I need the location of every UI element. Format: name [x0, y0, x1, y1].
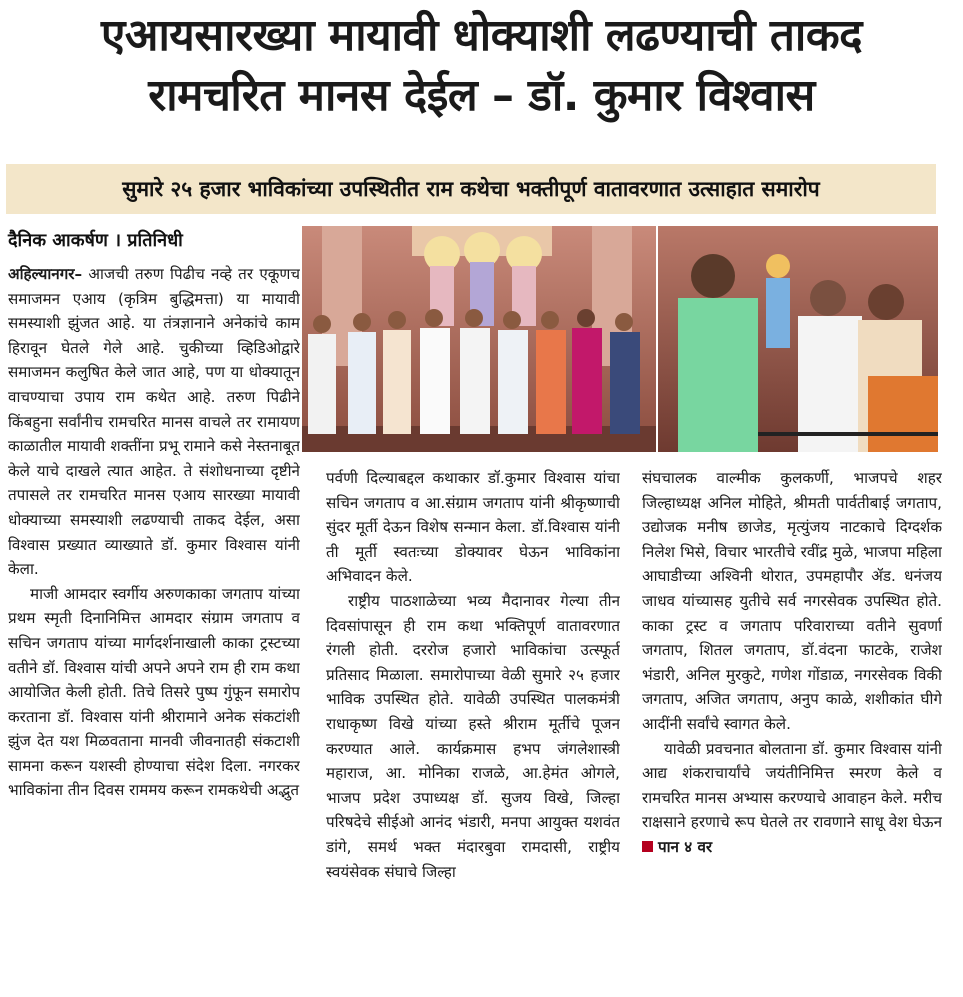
article-paragraph: माजी आमदार स्वर्गीय अरुणकाका जगताप यांच्या प्रथम स्मृती दिनानिमित्त आमदार संग्राम जगताप व सचिन जगताप यांच्या मार्गदर्शनाखाली काका ट्रस्टच्या वतीने डॉ. विश्वास यांची अपने अपने राम ही राम कथा आयोजित केली होती. तिचे तिसरे पुष्प गुंफून समारोप करताना डॉ. विश्वास यांनी श्रीरामाने अनेक संकटांशी झुंज देत यश मिळवताना मानवी जीवनातही संकटाशी सामना करून यशस्वी होण्याचा संदेश दिला. नगरकर भाविकांना तीन दिवस राममय करून रामकथेची अद्भुत — [8, 584, 300, 800]
group-photo-illustration — [302, 226, 656, 452]
dateline: दैनिक आकर्षण । प्रतिनिधी — [8, 230, 183, 251]
headline — [0, 6, 963, 126]
article-paragraph — [642, 737, 942, 860]
place-name: अहिल्यानगर– — [8, 265, 83, 283]
event-photo-felicitation — [658, 226, 938, 452]
paragraph-text: आजची तरुण पिढीच नव्हे तर एकूणच समाजमन एआय (कृत्रिम बुद्धिमत्ता) या मायावी समस्याशी झुंजत आहे. या तंत्रज्ञानाने अनेकांचे काम हिरावून घेतले गेले आहे. चुकीच्या व्हिडिओद्वारे समाजमन कलुषित केले जात आहे, पण या धोक्यातून वाचण्याचा उपाय राम कथेत आहे. तरुण पिढीने किंबहुना सर्वांनीच रामचरित मानस वाचले तर रामायण काळातील मायावी शक्तींना प्रभू रामाने कसे नेस्तनाबूत केले याचे दाखले त्यात आहेत. ते संशोधनाच्या दृष्टीने तपासले तर रामचरित मानस एआय सारख्या मायावी धोक्याच्या समस्याशी लढण्याची ताकद देईल, असा विश्वास प्रख्यात व्याख्याते डॉ. कुमार विश्वास यांनी केला. — [8, 265, 300, 579]
article-column-3 — [642, 466, 942, 988]
square-marker-icon — [642, 841, 653, 852]
article-paragraph: संघचालक वाल्मीक कुलकर्णी, भाजपचे शहर जिल्हाध्यक्ष अनिल मोहिते, श्रीमती पार्वतीबाई जगताप, उद्योजक मनीष छाजेड, मृत्युंजय नाटकाचे दिग्दर्शक निलेश भिसे, विचार भारतीचे रवींद्र मुळे, भाजपा महिला आघाडीच्या अश्विनी थोरात, उपमहापौर ॲड. धनंजय जाधव यांच्यासह युतीचे सर्व नगरसेवक उपस्थित होते. काका ट्रस्ट व जगताप परिवाराच्या वतीने सुवर्णा जगताप, शितल जगताप, डॉ.वंदना फाटके, राजेश भंडारी, अनिल मुरकुटे, गणेश गोंडाळ, नगरसेवक विकी जगताप, अजित जगताप, अनुप काळे, शशीकांत घीगे आदींनी सर्वांचे स्वागत केले. — [642, 469, 942, 733]
continued-on-page[interactable] — [642, 838, 712, 856]
paragraph-text: यावेळी प्रवचनात बोलताना डॉ. कुमार विश्वास यांनी आद्य शंकराचार्यांचे जयंतीनिमित्त स्मरण केले व रामचरित मानस अभ्यास करण्याचे आवाहन केले. मरीच राक्षसाने हरणाचे रूप घेतले तर रावणाने साधू वेश घेऊन — [642, 739, 942, 832]
headline-line-2: रामचरित मानस देईल – डॉ. कुमार विश्वास — [148, 70, 815, 121]
headline-line-1: एआयसारख्या मायावी धोक्याशी लढण्याची ताकद — [101, 10, 862, 61]
article-paragraph — [8, 262, 300, 582]
article-paragraph: राष्ट्रीय पाठशाळेच्या भव्य मैदानावर गेल्या तीन दिवसांपासून ही राम कथा भक्तिपूर्ण वातावरणात रंगली होती. दररोज हजारो भाविकांचा उत्स्फूर्त प्रतिसाद मिळाला. समारोपाच्या वेळी सुमारे २५ हजार भाविक उपस्थित होते. यावेळी उपस्थित पालकमंत्री राधाकृष्ण विखे यांच्या हस्ते श्रीराम मूर्तीचे पूजन करण्यात आले. कार्यक्रमास हभप जंगलेशास्त्री महाराज, आ. मोनिका राजळे, आ.हेमंत ओगले, भाजप प्रदेश उपाध्यक्ष डॉ. सुजय विखे, जिल्हा परिषदेचे सीईओ आनंद भंडारी, मनपा आयुक्त यशवंत डांगे, समर्थ भक्त मंदारबुवा रामदासी, राष्ट्रीय स्वयंसेवक संघाचे जिल्हा — [326, 591, 620, 881]
article-column-2 — [326, 466, 620, 988]
article-column-1 — [8, 262, 300, 990]
event-photo-group — [302, 226, 656, 452]
subheadline: सुमारे २५ हजार भाविकांच्या उपस्थितीत राम कथेचा भक्तीपूर्ण वातावरणात उत्साहात समारोप — [6, 164, 936, 214]
felicitation-photo-illustration — [658, 226, 938, 452]
continued-label: पान ४ वर — [658, 837, 713, 856]
article-paragraph: पर्वणी दिल्याबद्दल कथाकार डॉ.कुमार विश्वास यांचा सचिन जगताप व आ.संग्राम जगताप यांनी श्रीकृष्णाची सुंदर मूर्ती देऊन विशेष सन्मान केला. डॉ.विश्वास यांनी ती मूर्ती स्वतःच्या डोक्यावर घेऊन भाविकांना अभिवादन केले. — [326, 469, 620, 586]
